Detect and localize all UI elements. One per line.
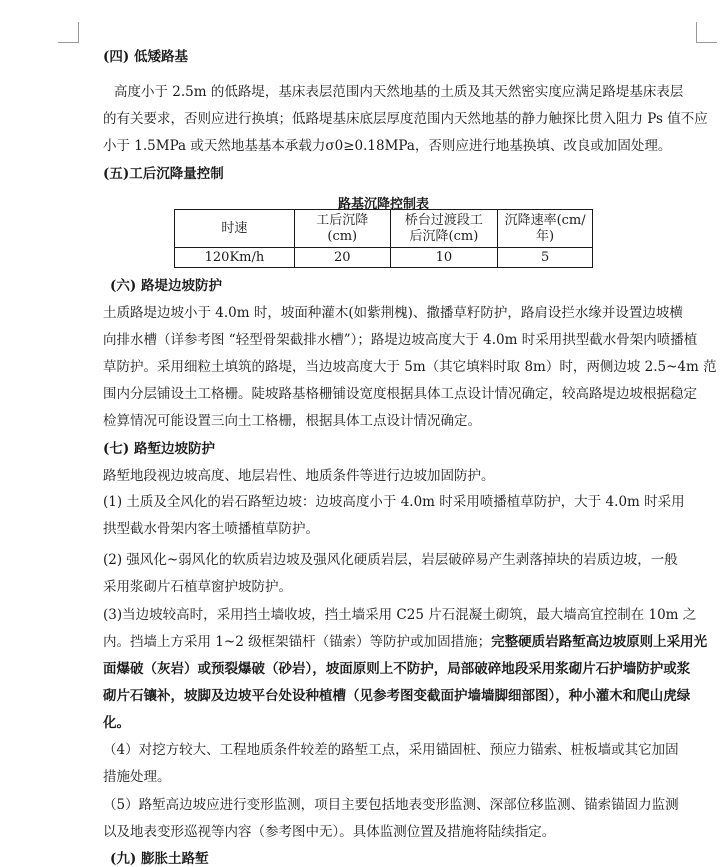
section-heading-embankment-slope: (六) 路堤边坡防护 [110,278,222,294]
table-header-cell: 沉降速率(cm/ 年) [498,210,593,248]
section-heading-expansive-soil: (九) 膨胀土路堑 [110,851,209,867]
crop-mark-top-left [58,22,79,43]
table-cell: 10 [390,248,498,268]
paragraph-line: （4）对挖方较大、工程地质条件较差的路堑工点，采用锚固桩、预应力锚索、桩板墙或其它加固 [103,742,679,758]
table-header-cell: 桥台过渡段工 后沉降(cm) [390,210,498,248]
table-caption: 路基沉降控制表 [337,197,429,212]
table-cell: 120Km/h [175,248,295,268]
settlement-control-table [174,209,593,268]
paragraph-line: 向排水槽（详参考图 “轻型骨架截排水槽”）；路堤边坡高度大于 4.0m 时采用拱型截水骨架内喷播植 [103,332,698,348]
paragraph-line: 检算情况可能设置三向土工格栅，根据具体工点设计情况确定。 [103,413,481,429]
paragraph-line-bold: 面爆破（灰岩）或预裂爆破（砂岩），坡面原则上不防护，局部破碎地段采用浆砌片石护墙防护或浆 [103,661,691,677]
section-heading-low-subgrade: (四) 低矮路基 [103,49,188,65]
paragraph-line: (3)当边坡较高时，采用挡土墙收坡，挡土墙采用 C25 片石混凝土砌筑，最大墙高宜控制在 10m 之 [103,607,697,623]
paragraph-line: 措施处理。 [103,769,171,785]
table-cell: 5 [498,248,593,268]
paragraph-line: （5）路堑高边坡应进行变形监测，项目主要包括地表变形监测、深部位移监测、锚索锚固力监测 [103,797,679,813]
paragraph-line: 土质路堤边坡小于 4.0m 时，坡面种灌木(如紫荆槐)、撒播草籽防护，路肩设拦水缘并设置边坡横 [103,305,683,321]
paragraph-line: 以及地表变形巡视等内容（参考图中无）。具体监测位置及措施将陆续指定。 [103,824,556,840]
paragraph-line: (1) 土质及全风化的岩石路堑边坡：边坡高度小于 4.0m 时采用喷播植草防护，大于 4.0m 时采用 [103,494,685,510]
paragraph-line: 高度小于 2.5m 的低路堤，基床表层范围内天然地基的土质及其天然密实度应满足路堤基床表层 [114,84,684,100]
paragraph-line: 的有关要求，否则应进行换填；低路堤基床底层厚度范围内天然地基的静力触探比贯入阻力 Ps 值不应 [103,111,708,127]
paragraph-line-bold: 化。 [103,715,130,731]
table-cell: 20 [294,248,390,268]
paragraph-line: 内。挡墙上方采用 1~2 级框架锚杆（锚索）等防护或加固措施；完整硬质岩路堑高边坡原则上采用光 [103,634,708,650]
paragraph-line: 拱型截水骨架内客土喷播植草防护。 [103,521,319,537]
paragraph-line: 路堑地段视边坡高度、地层岩性、地质条件等进行边坡加固防护。 [103,468,495,484]
paragraph-line: 小于 1.5MPa 或天然地基基本承载力σ0≥0.18MPa，否则应进行地基换填、改良或加固处理。 [103,138,672,154]
paragraph-line: 采用浆砌片石植草窗护坡防护。 [103,579,292,595]
paragraph-line: 围内分层铺设土工格栅。陡坡路基格栅铺设宽度根据具体工点设计情况确定，较高路堤边坡根据稳定 [103,386,697,402]
section-heading-cutting-slope: (七) 路堑边坡防护 [103,441,215,457]
crop-mark-top-right [696,22,717,43]
paragraph-line: 草防护。采用细粒土填筑的路堤，当边坡高度大于 5m（其它填料时取 8m）时，两侧边坡 2.5~4m 范 [103,359,717,375]
table-header-cell: 时速 [175,210,295,248]
table-header-cell: 工后沉降 (cm) [294,210,390,248]
section-heading-settlement-control: (五)工后沉降量控制 [103,166,224,182]
paragraph-line: (2) 强风化~弱风化的软质岩边坡及强风化硬质岩层，岩层破碎易产生剥落掉块的岩质边坡，一般 [103,552,678,568]
paragraph-line-bold: 砌片石镶补，坡脚及边坡平台处设种植槽（见参考图变截面护墙墙脚细部图），种小灌木和爬山虎绿 [103,688,691,704]
